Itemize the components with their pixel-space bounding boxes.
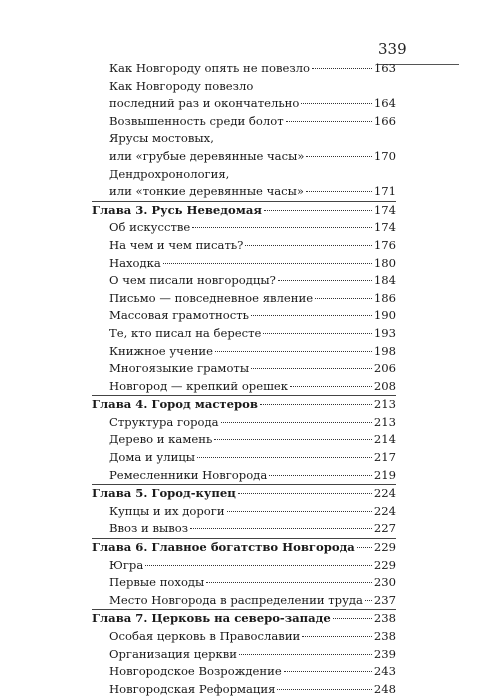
entry-page-number: 184 [373,273,396,288]
toc-entry [92,520,396,538]
toc-chapter-entry [92,609,396,628]
chapter-title: Глава 3. Русь Неведомая [92,202,262,217]
entry-title: О чем писали новгородцы? [109,273,276,288]
entry-page-number: 171 [373,184,396,199]
entry-title: Место Новгорода в распределении труда [109,592,363,607]
dot-leader [269,475,372,476]
toc-entry [92,414,396,432]
dot-leader [365,600,372,601]
toc-entry [92,237,396,255]
toc-chapter-entry [92,484,396,503]
dot-leader [263,333,371,334]
entry-title: Структура города [109,414,219,429]
dot-leader [197,457,372,458]
entry-page-number: 176 [373,237,396,252]
entry-page-number: 163 [373,61,396,75]
entry-page-number: 237 [373,592,396,607]
dot-leader [251,315,372,316]
toc-entry [92,148,396,166]
toc-entry [92,343,396,361]
toc-entry [92,130,396,148]
entry-page-number: 238 [373,611,396,626]
entry-title: Особая церковь в Православии [109,629,301,643]
entry-page-number: 206 [373,361,396,376]
entry-title: Ввоз и вывоз [109,521,189,536]
toc-entry [92,574,396,592]
toc-entry [92,183,396,201]
entry-title: Многоязыкие грамоты [109,361,250,376]
entry-page-number: 217 [373,450,396,465]
dot-leader [245,245,371,246]
entry-title: Те, кто писал на бересте [109,325,262,340]
dot-leader [145,565,372,566]
entry-page-number: 248 [373,681,396,696]
dot-leader [264,210,372,211]
entry-title: Возвышенность среди болот [109,113,284,128]
entry-title: Первые походы [109,575,205,590]
entry-page-number: 180 [373,255,396,270]
dot-leader [312,68,372,69]
entry-page-number: 170 [373,148,396,163]
entry-title: или «грубые деревянные часы» [109,148,305,163]
dot-leader [163,263,372,264]
chapter-title: Глава 6. Главное богатство Новгорода [92,540,355,555]
entry-page-number: 229 [373,557,396,572]
dot-leader [306,156,371,157]
toc-entry [92,60,396,78]
entry-page-number: 229 [373,540,396,555]
toc-entry [92,449,396,467]
chapter-title: Глава 7. Церковь на северо-западе [92,611,331,626]
toc-entry [92,166,396,184]
toc-entry [92,272,396,290]
dot-leader [290,386,372,387]
entry-page-number: 230 [373,575,396,590]
entry-page-number: 198 [373,343,396,358]
dot-leader [315,298,372,299]
dot-leader [215,351,372,352]
dot-leader [260,404,372,405]
entry-title: Как Новгороду опять не повезло [109,61,311,75]
toc-entry [92,557,396,575]
toc-chapter-entry [92,201,396,220]
entry-title: Ярусы мостовых, [109,131,214,146]
toc-entry [92,290,396,308]
entry-page-number: 238 [373,629,396,643]
toc-entry [92,681,396,698]
page-number: 339 [378,40,407,58]
toc-entry [92,663,396,681]
dot-leader [278,280,372,281]
toc-entry [92,467,396,485]
dot-leader [214,439,372,440]
entry-title: Новгородское Возрождение [109,664,282,679]
entry-page-number: 190 [373,308,396,323]
toc-entry [92,95,396,113]
entry-page-number: 174 [373,220,396,235]
table-of-contents [92,60,396,698]
entry-title: Дендрохронология, [109,166,230,181]
toc-entry [92,113,396,131]
entry-title: или «тонкие деревянные часы» [109,184,304,199]
entry-page-number: 164 [373,96,396,111]
entry-title: Книжное учение [109,343,214,358]
entry-title: Дома и улицы [109,450,196,465]
dot-leader [221,422,372,423]
entry-page-number: 224 [373,486,396,501]
dot-leader [239,654,372,655]
entry-page-number: 243 [373,664,396,679]
entry-title: Новгородская Реформация [109,681,276,696]
entry-title: Как Новгороду повезло [109,78,254,93]
dot-leader [284,671,372,672]
entry-page-number: 213 [373,414,396,429]
entry-title: Купцы и их дороги [109,503,225,518]
entry-title: Новгород — крепкий орешек [109,378,288,393]
dot-leader [227,511,372,512]
toc-entry [92,78,396,96]
toc-entry [92,592,396,610]
toc-chapter-entry [92,538,396,557]
entry-page-number: 214 [373,432,396,447]
entry-page-number: 239 [373,646,396,661]
dot-leader [251,368,372,369]
dot-leader [238,493,372,494]
entry-page-number: 193 [373,325,396,340]
entry-title: Массовая грамотность [109,308,249,323]
entry-title: Дерево и камень [109,432,213,447]
toc-entry [92,431,396,449]
toc-entry [92,646,396,664]
dot-leader [333,618,372,619]
dot-leader [301,103,372,104]
entry-title: Об искусстве [109,220,191,235]
dot-leader [277,689,371,690]
dot-leader [306,191,372,192]
entry-title: Находка [109,255,161,270]
entry-page-number: 174 [373,202,396,217]
entry-page-number: 219 [373,467,396,482]
toc-entry [92,219,396,237]
toc-entry [92,378,396,396]
toc-entry [92,255,396,273]
entry-page-number: 227 [373,521,396,536]
toc-entry [92,307,396,325]
toc-entry [92,360,396,378]
dot-leader [357,547,372,548]
toc-entry [92,325,396,343]
dot-leader [302,636,372,637]
dot-leader [206,582,372,583]
chapter-title: Глава 5. Город-купец [92,486,236,501]
entry-page-number: 186 [373,290,396,305]
entry-title: Письмо — повседневное явление [109,290,314,305]
dot-leader [192,227,372,228]
entry-title: Югра [109,557,144,572]
entry-page-number: 208 [373,378,396,393]
dot-leader [190,528,372,529]
dot-leader [286,121,372,122]
entry-page-number: 213 [373,397,396,412]
entry-title: последний раз и окончательно [109,96,300,111]
chapter-title: Глава 4. Город мастеров [92,397,258,412]
entry-title: Организация церкви [109,646,238,661]
toc-entry [92,503,396,521]
entry-page-number: 166 [373,113,396,128]
toc-chapter-entry [92,395,396,414]
toc-entry [92,628,396,646]
entry-title: Ремесленники Новгорода [109,467,268,482]
entry-title: На чем и чем писать? [109,237,244,252]
entry-page-number: 224 [373,503,396,518]
